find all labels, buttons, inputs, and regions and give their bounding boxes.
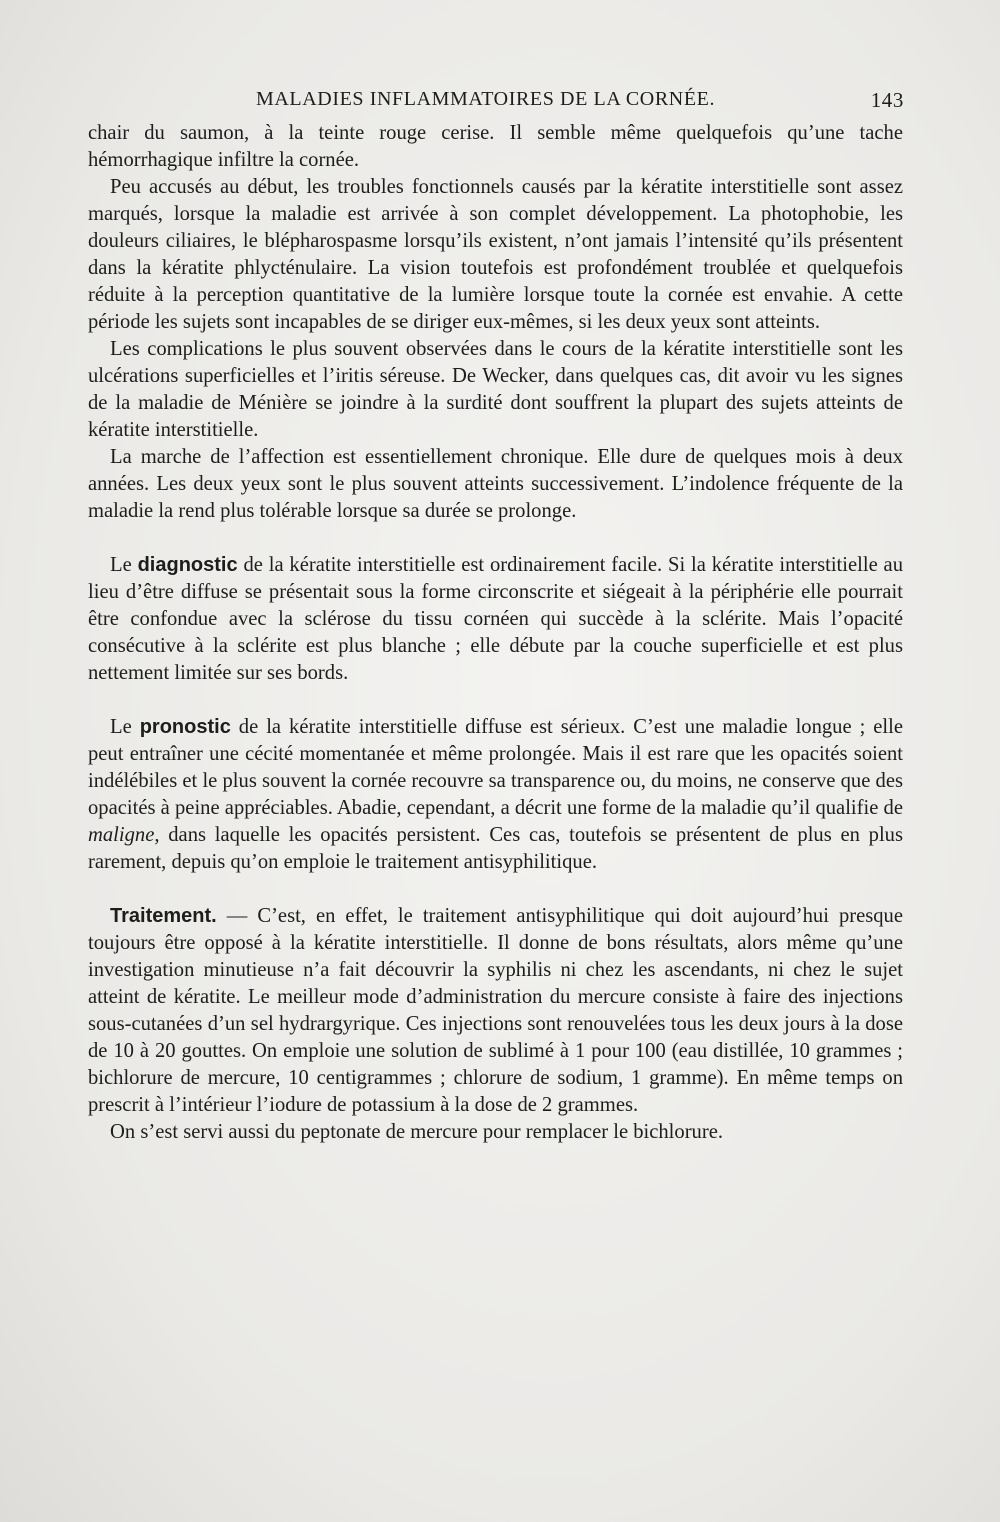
diagnostic-text: de la kératite interstitielle est ordinairement facile. Si la kératite interstitielle au lieu d’être diffuse se présentait sous la forme circonscrite et siégeait à la périphérie elle pourrait être confondue avec la sclérose du tissu cornéen qui succède à la sclérite. Mais l’opacité consécutive à la sclérite est plus blanche ; elle débute par la couche superficielle et est plus nettement limitée sur ses bords. [88,554,903,684]
diagnostic-keyword: diagnostic [137,554,238,576]
diagnostic-lead: Le [110,554,138,576]
running-header [88,88,908,118]
paragraph-final: On s’est servi aussi du peptonate de mercure pour remplacer le bichlorure. [110,1121,724,1143]
page-body [88,120,903,1146]
pronostic-text-2: , dans laquelle les opacités persistent. Ces cas, toutefois se présentent de plus en plus rarement, depuis qu’on emploie le traitement antisyphilitique. [88,824,903,873]
pronostic-text-1: de la kératite interstitielle diffuse est sérieux. C’est une maladie longue ; elle peut entraîner une cécité momentanée et même prolongée. Mais il est rare que les opacités soient indélébiles et le plus souvent la cornée recouvre sa transparence ou, du moins, ne conserve que des opacités à peine appréciables. Abadie, cependant, a décrit une forme de la maladie qu’il qualifie de [88,716,903,819]
traitement-text: — C’est, en effet, le traitement antisyphilitique qui doit aujourd’hui presque toujours être opposé à la kératite interstitielle. Il donne de bons résultats, alors même qu’une investigation minutieuse n’a fait découvrir la syphilis ni chez les ascendants, ni chez le sujet atteint de kératite. Le meilleur mode d’administration du mercure consiste à faire des injections sous-cutanées d’un sel hydrargyrique. Ces injections sont renouvelées tous les deux jours à la dose de 10 à 20 gouttes. On emploie une solution de sublimé à 1 pour 100 (eau distillée, 10 grammes ; bichlorure de mercure, 10 centigrammes ; chlorure de sodium, 1 gramme). En même temps on prescrit à l’intérieur l’iodure de potassium à la dose de 2 grammes. [88,905,903,1116]
traitement-keyword: Traitement. [110,905,217,927]
paragraph-3: Les complications le plus souvent observées dans le cours de la kératite interstitielle sont les ulcérations superficielles et l’iritis séreuse. De Wecker, dans quelques cas, dit avoir vu les signes de la maladie de Ménière se joindre à la surdité dont souffrent la plupart des sujets atteints de kératite interstitielle. [88,338,903,441]
pronostic-keyword: pronostic [139,716,231,738]
paragraph-pronostic [88,714,903,876]
pronostic-lead: Le [110,716,140,738]
paragraph-4: La marche de l’affection est essentiellement chronique. Elle dure de quelques mois à deux années. Les deux yeux sont le plus souvent atteints successivement. L’indolence fréquente de la maladie la rend plus tolérable lorsque sa durée se prolonge. [88,446,903,522]
running-title: MALADIES INFLAMMATOIRES DE LA CORNÉE. [256,88,716,110]
paragraph-1: chair du saumon, à la teinte rouge cerise. Il semble même quelquefois qu’une tache hémorrhagique infiltre la cornée. [88,122,903,171]
page-number: 143 [870,88,904,112]
paragraph-traitement [88,903,903,1119]
paragraph-diagnostic [88,552,903,687]
paragraph-2: Peu accusés au début, les troubles fonctionnels causés par la kératite interstitielle sont assez marqués, lorsque la maladie est arrivée à son complet développement. La photophobie, les douleurs ciliaires, le blépharospasme lorsqu’ils existent, n’ont jamais l’intensité qu’ils présentent dans la kératite phlycténulaire. La vision toutefois est profondément troublée et quelquefois réduite à la perception quantitative de la lumière lorsque toute la cornée est envahie. A cette période les sujets sont incapables de se diriger eux-mêmes, si les deux yeux sont atteints. [88,176,903,333]
pronostic-emphasis: maligne [88,824,155,846]
